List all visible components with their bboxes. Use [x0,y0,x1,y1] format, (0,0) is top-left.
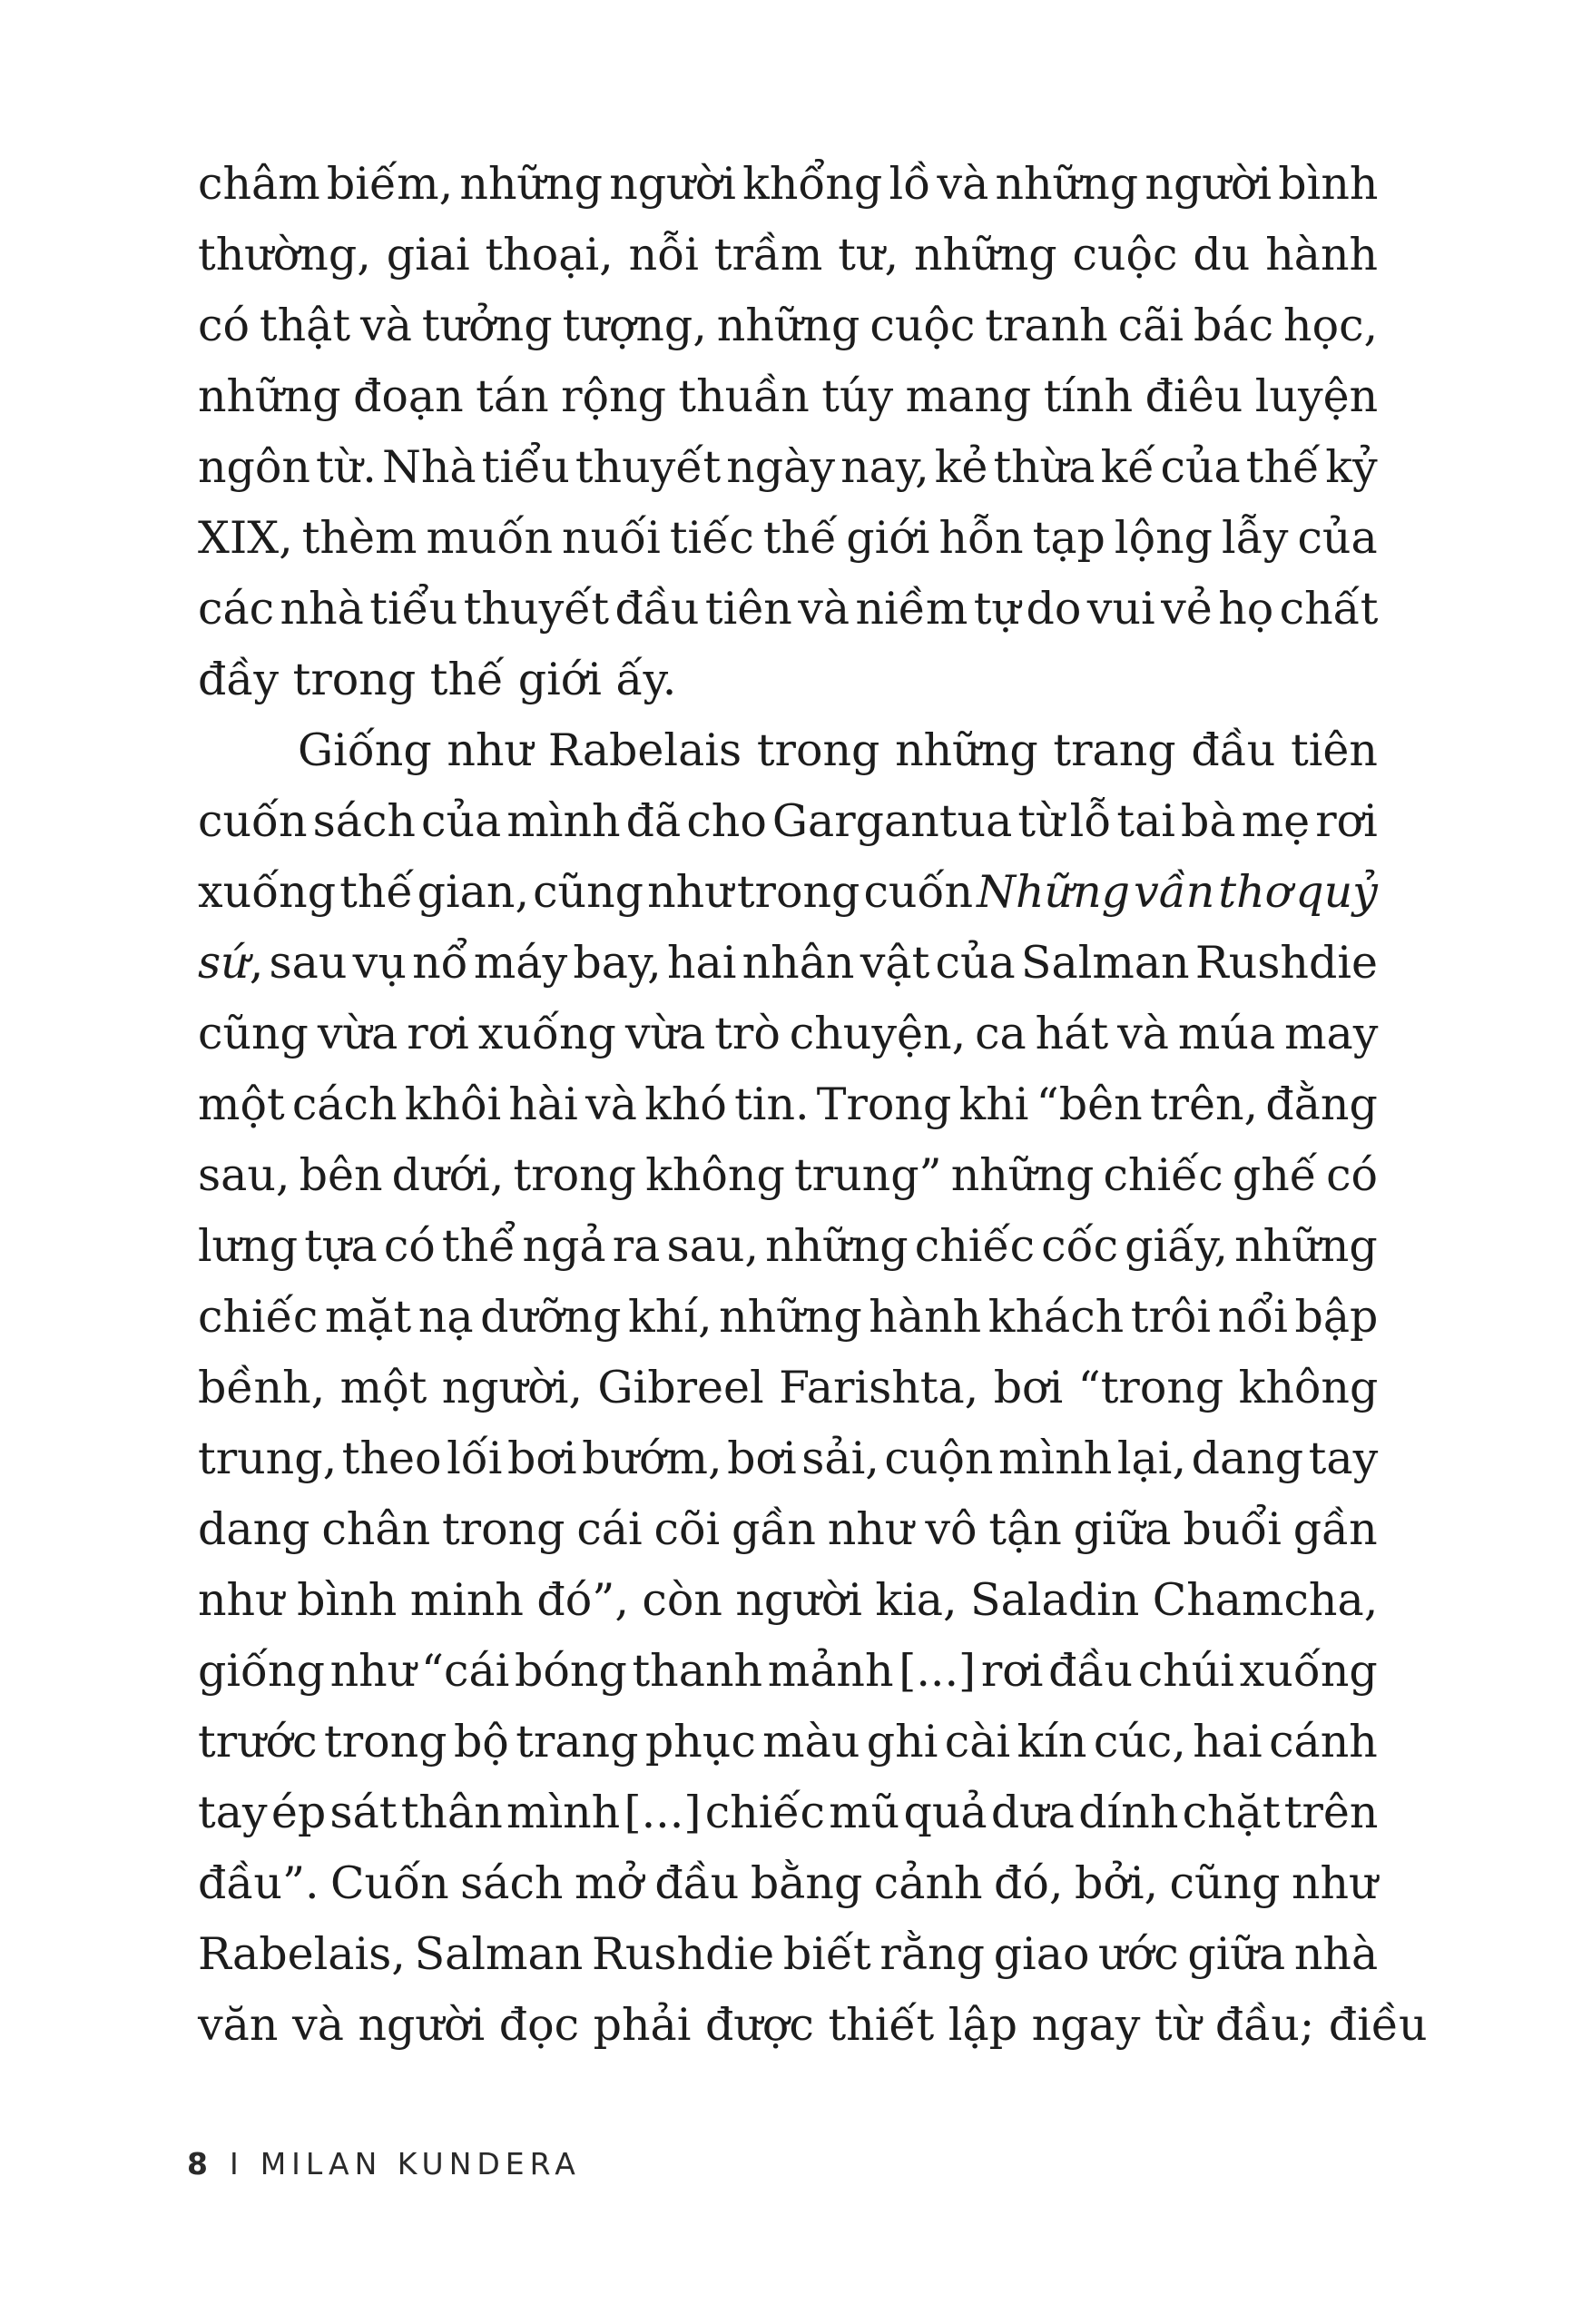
author-name: MILAN KUNDERA [260,2146,581,2181]
text-line: một cách khôi hài và khó tin. Trong khi “bên trên, đằng [198,1078,1378,1130]
text-line: các nhà tiểu thuyết đầu tiên và niềm tự do vui vẻ họ chất [198,583,1379,635]
book-title-italic: Những vần thơ quỷ [977,866,1378,918]
text-line [198,928,1378,999]
text-line: văn và người đọc phải được thiết lập ngay từ đầu; điều [198,1999,1428,2051]
text-line: dang chân trong cái cõi gần như vô tận giữa buổi gần [198,1503,1378,1555]
text-line: cũng vừa rơi xuống vừa trò chuyện, ca hát và múa may [198,1008,1379,1059]
text-line: sau, bên dưới, trong không trung” những chiếc ghế có [198,1149,1379,1201]
paragraph-2 [198,715,1428,2061]
text-line: bềnh, một người, Gibreel Farishta, bơi “trong không [198,1362,1379,1413]
footer-separator: I [229,2146,244,2181]
text-line: châm biếm, những người khổng lồ và những người bình [198,158,1379,210]
text-line: những đoạn tán rộng thuần túy mang tính điêu luyện [198,370,1379,422]
text-line: XIX, thèm muốn nuối tiếc thế giới hỗn tạp lộng lẫy của [198,512,1378,564]
text-line: lưng tựa có thể ngả ra sau, những chiếc cốc giấy, những [198,1220,1378,1272]
text-segment: xuống thế gian, cũng như trong cuốn [198,866,978,918]
text-line: Rabelais, Salman Rushdie biết rằng giao ước giữa nhà [198,1928,1379,1980]
page-footer [187,2146,581,2181]
text-line: ngôn từ. Nhà tiểu thuyết ngày nay, kẻ thừa kế của thế kỷ [198,441,1378,493]
page-number: 8 [187,2146,213,2181]
text-line: Giống như Rabelais trong những trang đầu tiên [298,724,1378,776]
text-line: có thật và tưởng tượng, những cuộc tranh cãi bác học, [198,300,1379,351]
text-line: đầu”. Cuốn sách mở đầu bằng cảnh đó, bởi, cũng như [198,1857,1378,1909]
text-line: tay ép sát thân mình [...] chiếc mũ quả dưa dính chặt trên [198,1787,1379,1838]
text-segment: , sau vụ nổ máy bay, hai nhân vật của Salman Rushdie [249,937,1379,989]
paragraph-1 [198,149,1378,715]
text-line: cuốn sách của mình đã cho Gargantua từ lỗ tai bà mẹ rơi [198,795,1378,847]
text-line: đầy trong thế giới ấy. [198,654,677,705]
text-line: giống như “cái bóng thanh mảnh [...] rơi đầu chúi xuống [198,1645,1378,1697]
text-line: trước trong bộ trang phục màu ghi cài kín cúc, hai cánh [198,1716,1378,1768]
text-line: thường, giai thoại, nỗi trầm tư, những cuộc du hành [198,229,1379,281]
body-text [198,149,1428,2061]
text-line: như bình minh đó”, còn người kia, Saladin Chamcha, [198,1574,1379,1626]
text-line: trung, theo lối bơi bướm, bơi sải, cuộn mình lại, dang tay [198,1433,1379,1484]
text-line [198,857,1378,928]
book-title-italic: sứ [198,937,250,989]
text-line: chiếc mặt nạ dưỡng khí, những hành khách trôi nổi bập [198,1291,1379,1343]
